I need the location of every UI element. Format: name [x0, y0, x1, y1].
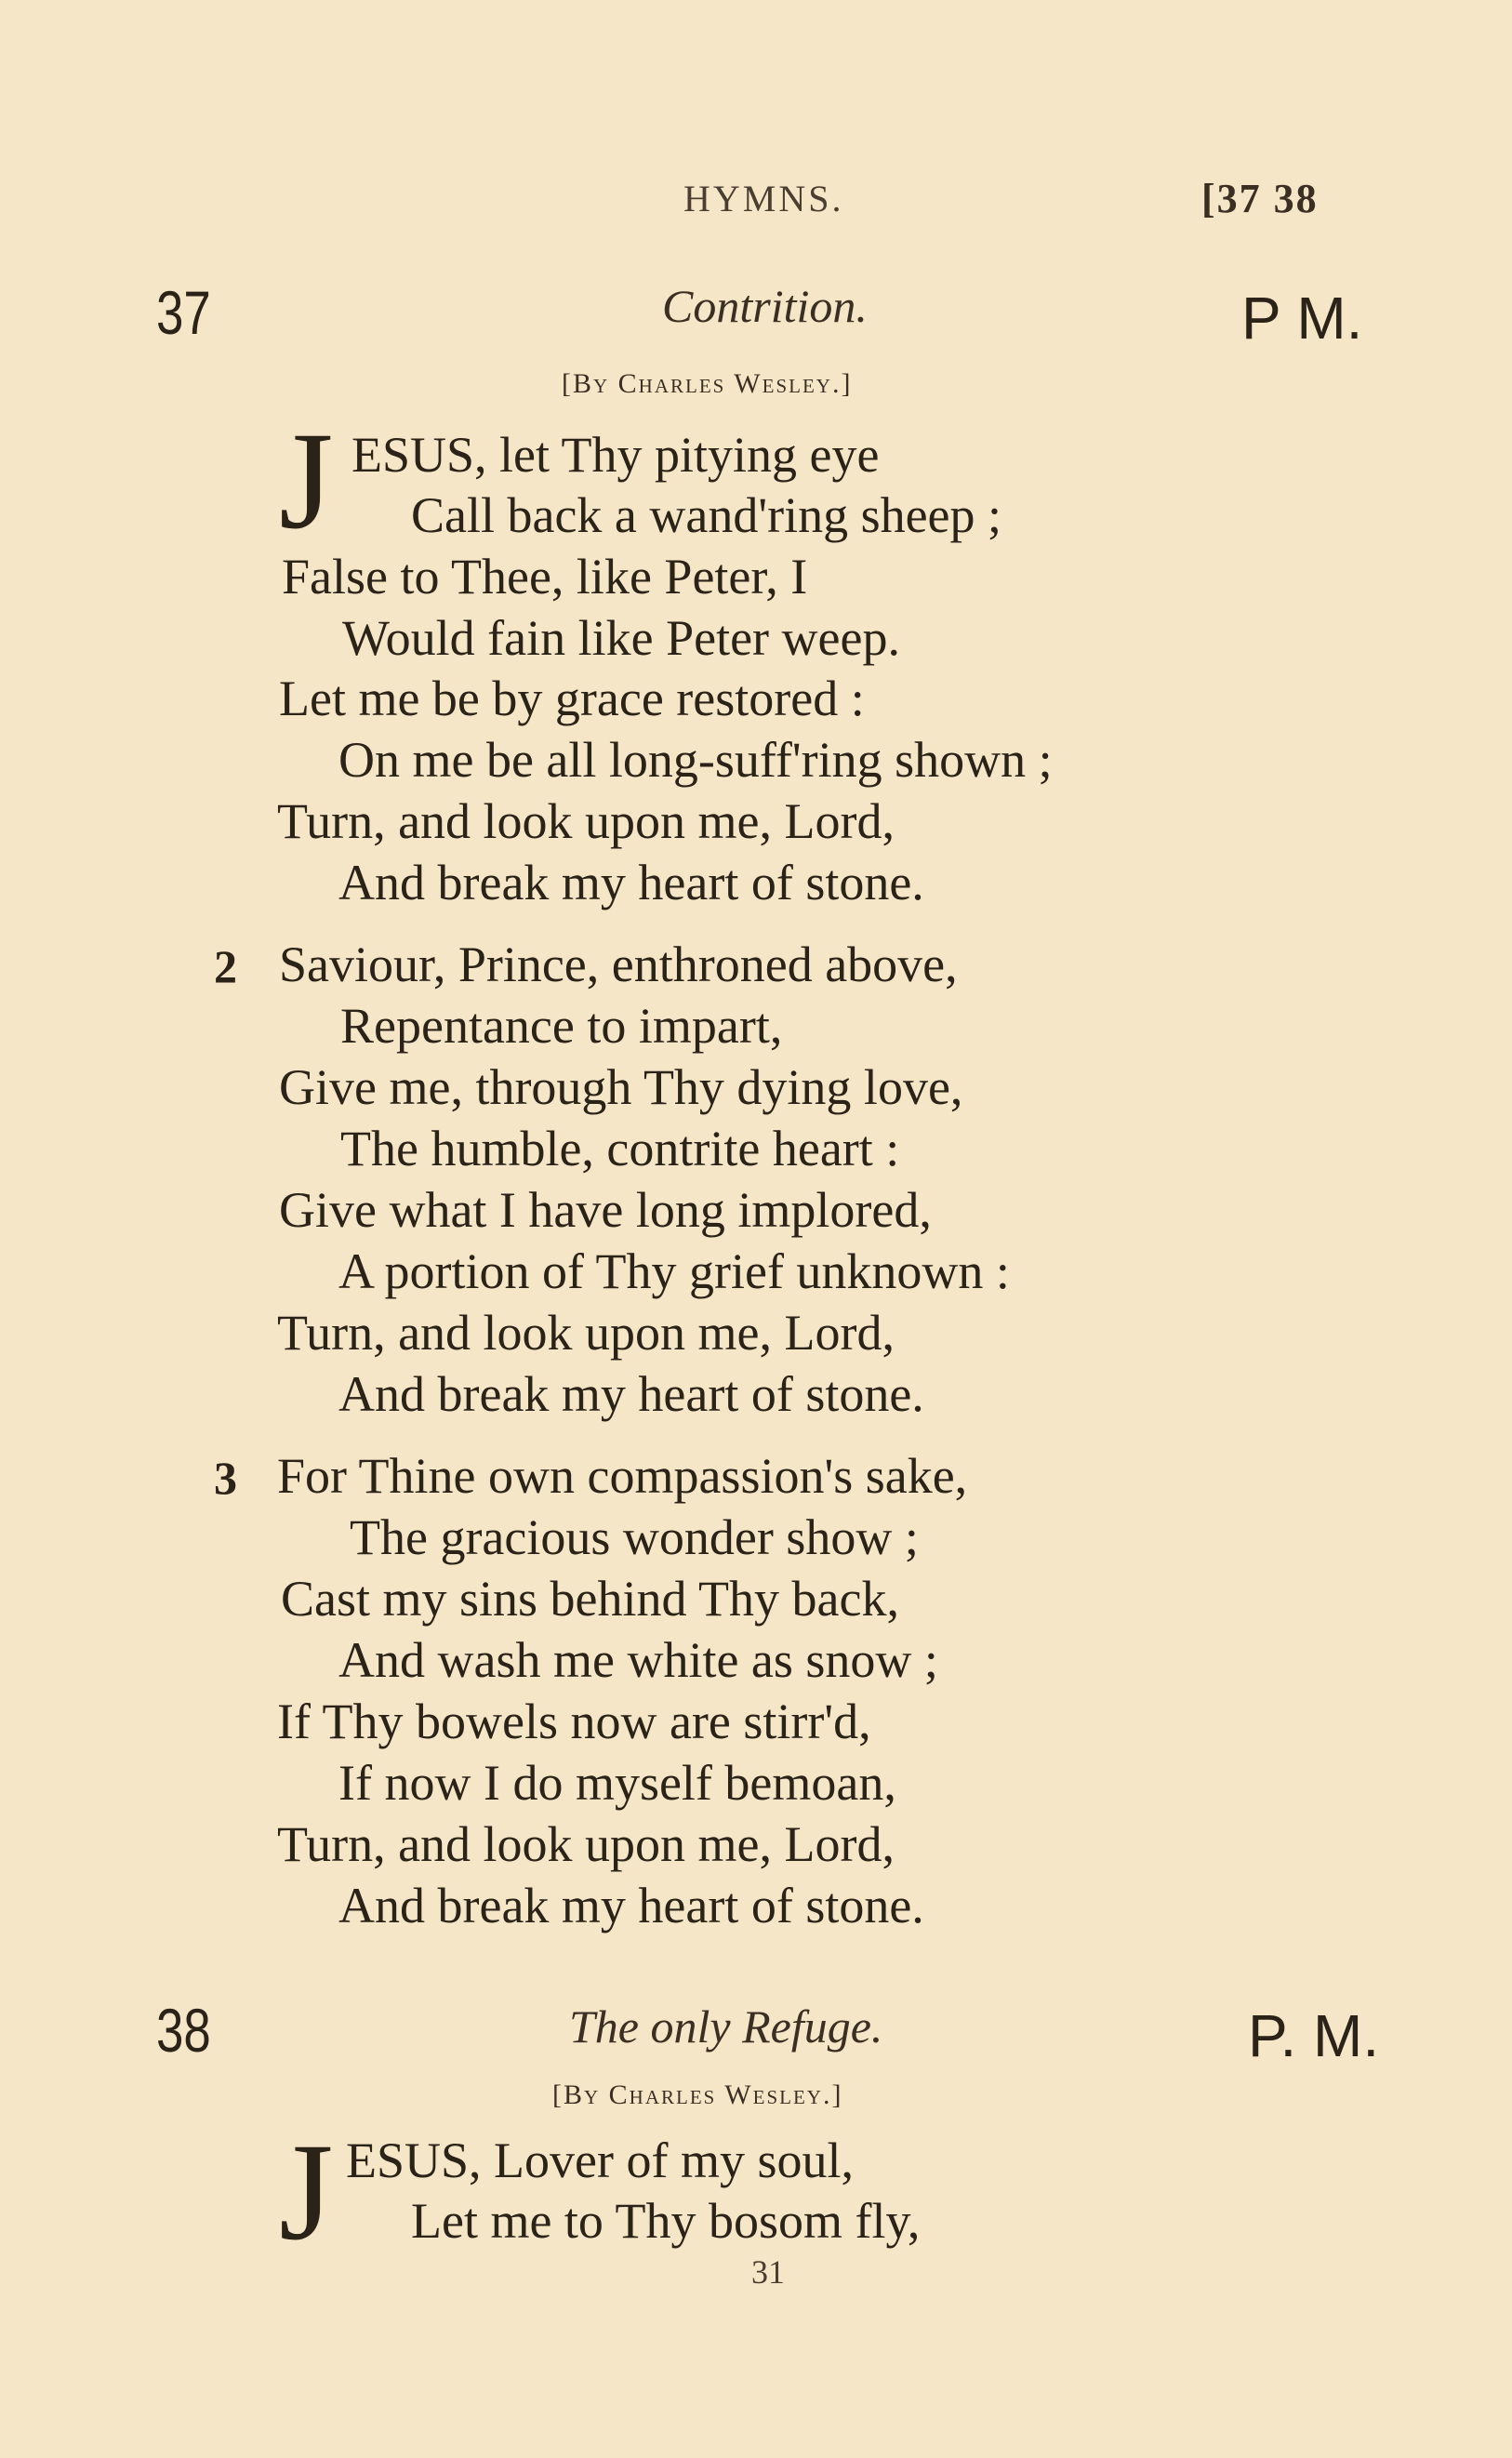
verse-line: Turn, and look upon me, Lord,: [277, 1816, 895, 1872]
verse-line: If now I do myself bemoan,: [338, 1755, 896, 1811]
hymn-meter: P M.: [1241, 285, 1363, 352]
hymn-number: 37: [156, 278, 211, 347]
hymn-meter: P. M.: [1248, 2002, 1380, 2069]
verse-line: Give me, through Thy dying love,: [279, 1059, 963, 1115]
verse-number: 3: [214, 1452, 237, 1504]
page-range: [37 38: [1201, 176, 1319, 221]
verse-line: Call back a wand'ring sheep ;: [411, 487, 1002, 543]
drop-cap: J: [279, 404, 334, 558]
verse-line: ESUS, let Thy pitying eye: [351, 427, 880, 483]
verse-line: And wash me white as snow ;: [338, 1632, 938, 1688]
verse-line: False to Thee, like Peter, I: [282, 549, 808, 605]
verse-line: On me be all long-suff'ring shown ;: [338, 732, 1053, 788]
verse-line: Turn, and look upon me, Lord,: [277, 793, 895, 849]
page-folio: 31: [751, 2253, 785, 2291]
running-title: HYMNS.: [683, 178, 844, 219]
verse-line: Let me to Thy bosom fly,: [411, 2193, 921, 2249]
verse-line: And break my heart of stone.: [338, 1366, 924, 1422]
verse-line: Cast my sins behind Thy back,: [281, 1571, 899, 1627]
verse-number: 2: [214, 940, 237, 992]
hymn-attribution: [By Charles Wesley.]: [562, 368, 853, 399]
verse-line: The humble, contrite heart :: [340, 1121, 900, 1176]
verse-line: ESUS, Lover of my soul,: [346, 2132, 854, 2188]
hymn-attribution: [By Charles Wesley.]: [552, 2079, 843, 2110]
verse-line: And break my heart of stone.: [338, 855, 924, 910]
verse-line: If Thy bowels now are stirr'd,: [277, 1694, 871, 1749]
verse-line: Turn, and look upon me, Lord,: [277, 1305, 895, 1361]
drop-cap: J: [279, 2115, 334, 2269]
verse-line: For Thine own compassion's sake,: [277, 1448, 968, 1504]
hymn-number: 38: [156, 1996, 211, 2065]
hymn-title: Contrition.: [662, 280, 868, 332]
verse-line: A portion of Thy grief unknown :: [338, 1243, 1010, 1299]
verse-line: Would fain like Peter weep.: [342, 610, 900, 666]
verse-line: Saviour, Prince, enthroned above,: [279, 937, 958, 992]
verse-line: And break my heart of stone.: [338, 1878, 924, 1933]
verse-line: The gracious wonder show ;: [350, 1509, 919, 1565]
verse-line: Give what I have long implored,: [279, 1182, 932, 1238]
verse-line: Repentance to impart,: [340, 998, 783, 1054]
hymn-title: The only Refuge.: [569, 2000, 883, 2053]
verse-line: Let me be by grace restored :: [279, 671, 865, 726]
